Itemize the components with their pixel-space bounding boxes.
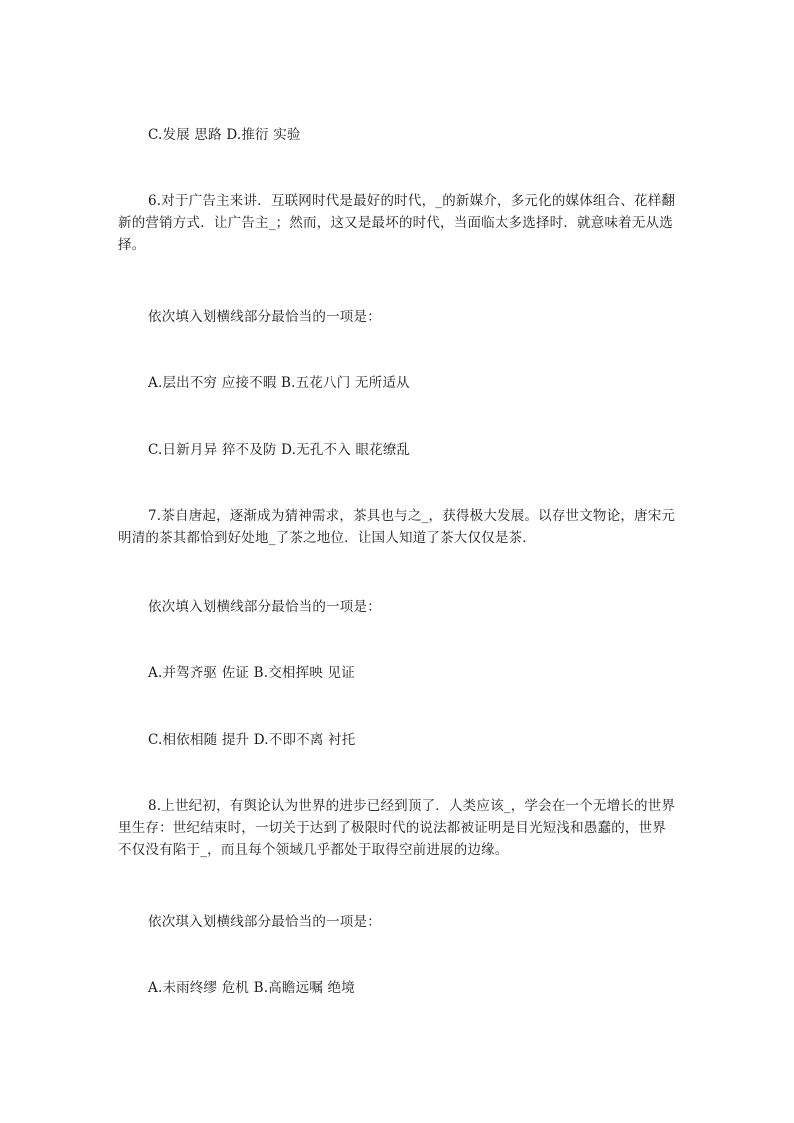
q7-options-ab: A.并驾齐驱 佐证 B.交相挥映 见证 <box>148 665 355 681</box>
q7-stem: 7.茶自唐起，逐渐成为猜神需求，茶具也与之_，获得极大发展。以存世文物论，唐宋元明清的茶其都恰到好处地_了茶之地位．让国人知道了茶大仅仅是茶． <box>118 508 676 546</box>
q6-stem: 6.对于广告主来讲．互联网时代是最好的时代，_的新媒介，多元化的媒体组合、花样翻新的营销方式．让广告主_；然而，这又是最坏的时代，当面临太多选择时．就意味着无从选择。 <box>118 193 676 253</box>
q8-options-ab: A.未雨终缪 危机 B.高瞻远嘱 绝境 <box>148 980 355 996</box>
q7-options-cd: C.相依相随 提升 D.不即不离 衬托 <box>148 732 356 748</box>
q8-instruction: 依次琪入划横线部分最恰当的一项是： <box>148 914 381 930</box>
q8-stem: 8.上世纪初，有舆论认为世界的进步已经到顶了．人类应该_，学会在一个无增长的世界里生存：世纪结束时，一切关于达到了极限时代的说法都被证明是目光短浅和愚蠢的，世界不仅没有陷于_，而且每个领域几乎都处于取得空前进展的边缘。 <box>118 798 676 858</box>
q6-options-cd: C.日新月异 猝不及防 D.无孔不入 眼花缭乱 <box>148 442 411 458</box>
q5-options-cd: C.发展 思路 D.推衍 实验 <box>148 127 301 143</box>
q6-options-ab: A.层出不穷 应接不暇 B.五花八门 无所适从 <box>148 375 410 391</box>
q7-instruction: 依次填入划横线部分最恰当的一项是： <box>148 599 381 615</box>
q6-instruction: 依次填入划横线部分最恰当的一项是： <box>148 309 381 325</box>
